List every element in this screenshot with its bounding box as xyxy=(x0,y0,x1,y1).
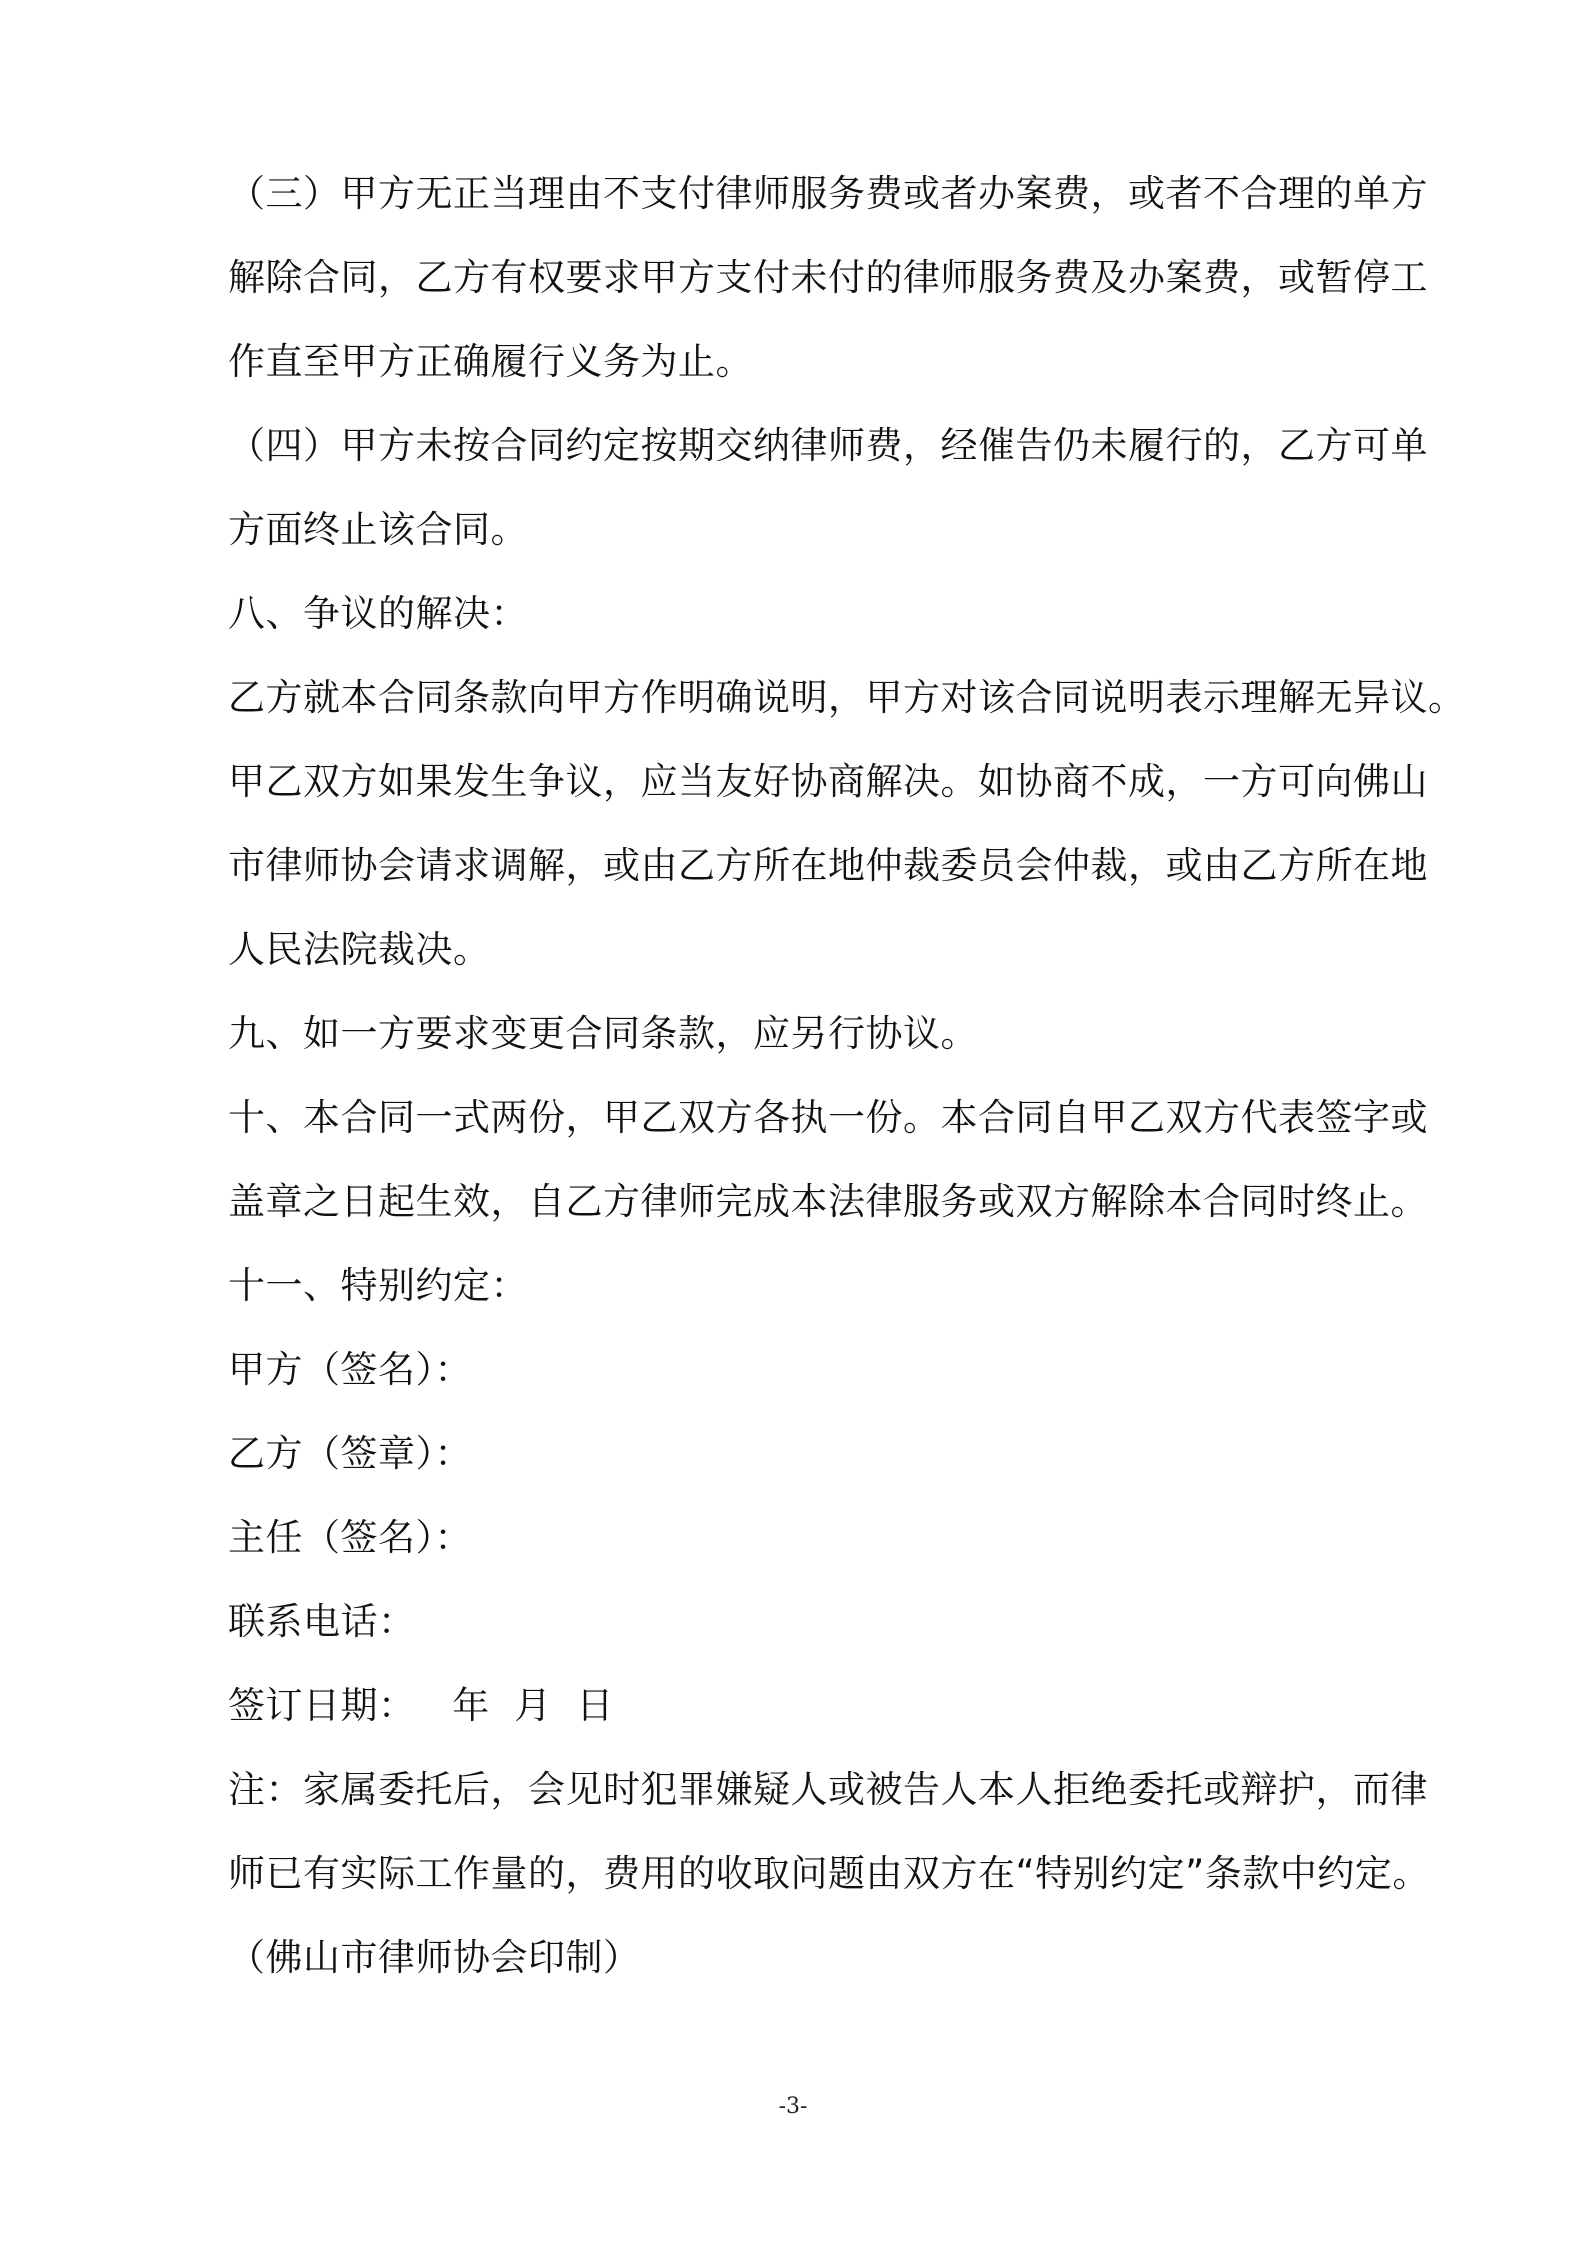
signing-date-label: 签订日期： 年 月 日 xyxy=(228,1684,614,1727)
section-8-line-2: 甲乙双方如果发生争议，应当友好协商解决。如协商不成，一方可向佛山 xyxy=(228,760,1428,803)
clause-3-line-1: （三）甲方无正当理由不支付律师服务费或者办案费，或者不合理的单方 xyxy=(228,172,1428,215)
contact-phone-label: 联系电话： xyxy=(228,1600,416,1643)
director-signature-label: 主任（签名）： xyxy=(228,1516,472,1559)
clause-3-line-2: 解除合同，乙方有权要求甲方支付未付的律师服务费及办案费，或暂停工 xyxy=(228,256,1428,299)
clause-3-line-3: 作直至甲方正确履行义务为止。 xyxy=(228,340,753,383)
party-a-signature-label: 甲方（签名）： xyxy=(228,1348,472,1391)
contract-body xyxy=(228,152,1466,2000)
section-11-heading: 十一、特别约定： xyxy=(228,1264,528,1307)
printer-note: （佛山市律师协会印制） xyxy=(228,1936,641,1979)
section-10-line-1: 十、本合同一式两份，甲乙双方各执一份。本合同自甲乙双方代表签字或 xyxy=(228,1096,1428,1139)
note-line-2: 师已有实际工作量的，费用的收取问题由双方在“特别约定”条款中约定。 xyxy=(228,1852,1430,1895)
section-10-line-2: 盖章之日起生效，自乙方律师完成本法律服务或双方解除本合同时终止。 xyxy=(228,1180,1428,1223)
party-b-seal-label: 乙方（签章）： xyxy=(228,1432,472,1475)
section-8-line-4: 人民法院裁决。 xyxy=(228,928,491,971)
page-number: -3- xyxy=(778,2094,808,2119)
clause-4-line-2: 方面终止该合同。 xyxy=(228,508,528,551)
clause-4-line-1: （四）甲方未按合同约定按期交纳律师费，经催告仍未履行的，乙方可单 xyxy=(228,424,1428,467)
section-8-line-1: 乙方就本合同条款向甲方作明确说明，甲方对该合同说明表示理解无异议。 xyxy=(228,676,1466,719)
section-8-heading: 八、争议的解决： xyxy=(228,592,528,635)
section-8-line-3: 市律师协会请求调解，或由乙方所在地仲裁委员会仲裁，或由乙方所在地 xyxy=(228,844,1428,887)
section-9: 九、如一方要求变更合同条款，应另行协议。 xyxy=(228,1012,978,1055)
note-line-1: 注：家属委托后，会见时犯罪嫌疑人或被告人本人拒绝委托或辩护，而律 xyxy=(228,1768,1428,1811)
